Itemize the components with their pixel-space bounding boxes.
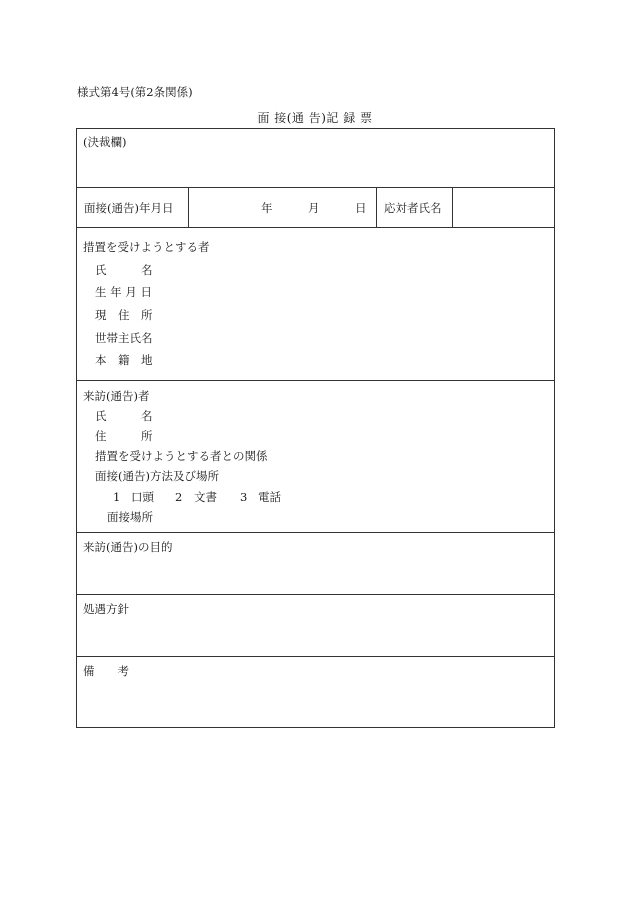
decision-section	[77, 129, 554, 188]
divider	[188, 188, 189, 227]
divider	[452, 188, 453, 227]
form-number: 様式第4号(第2条関係)	[77, 85, 193, 99]
method-option-label: 電話	[258, 490, 281, 504]
divider	[376, 188, 377, 227]
subject-household-head-label: 世帯主氏名	[95, 331, 153, 345]
date-row	[77, 188, 554, 228]
policy-section	[77, 595, 554, 657]
visitor-place-label: 面接場所	[107, 510, 153, 524]
record-form	[76, 128, 555, 728]
visitor-section	[77, 381, 554, 533]
year-label: 年	[261, 201, 273, 215]
decision-label: (決裁欄)	[83, 135, 127, 149]
method-option-number: 1	[113, 490, 121, 504]
date-label: 面接(通告)年月日	[84, 201, 174, 215]
policy-label: 処遇方針	[83, 602, 129, 616]
method-option-number: 3	[240, 490, 248, 504]
remarks-section	[77, 657, 554, 727]
method-option-label: 文書	[194, 490, 217, 504]
visitor-relation-label: 措置を受けようとする者との関係	[95, 449, 268, 463]
subject-address-label: 現 住 所	[95, 308, 153, 322]
purpose-section	[77, 533, 554, 595]
method-option-number: 2	[175, 490, 183, 504]
month-label: 月	[308, 201, 320, 215]
method-option-label: 口頭	[131, 490, 154, 504]
subject-birthdate-label: 生 年 月 日	[95, 285, 152, 299]
subject-section	[77, 228, 554, 381]
remarks-label: 備 考	[83, 664, 129, 678]
visitor-method-label: 面接(通告)方法及び場所	[95, 469, 219, 483]
responder-label: 応対者氏名	[384, 201, 442, 215]
day-label: 日	[355, 201, 367, 215]
subject-domicile-label: 本 籍 地	[95, 353, 153, 367]
subject-name-label: 氏 名	[95, 263, 153, 277]
subject-heading: 措置を受けようとする者	[83, 240, 210, 254]
purpose-label: 来訪(通告)の目的	[83, 540, 173, 554]
visitor-name-label: 氏 名	[95, 409, 153, 423]
visitor-heading: 来訪(通告)者	[83, 389, 150, 403]
page-title: 面 接(通 告)記 録 票	[257, 111, 373, 125]
visitor-address-label: 住 所	[95, 429, 153, 443]
